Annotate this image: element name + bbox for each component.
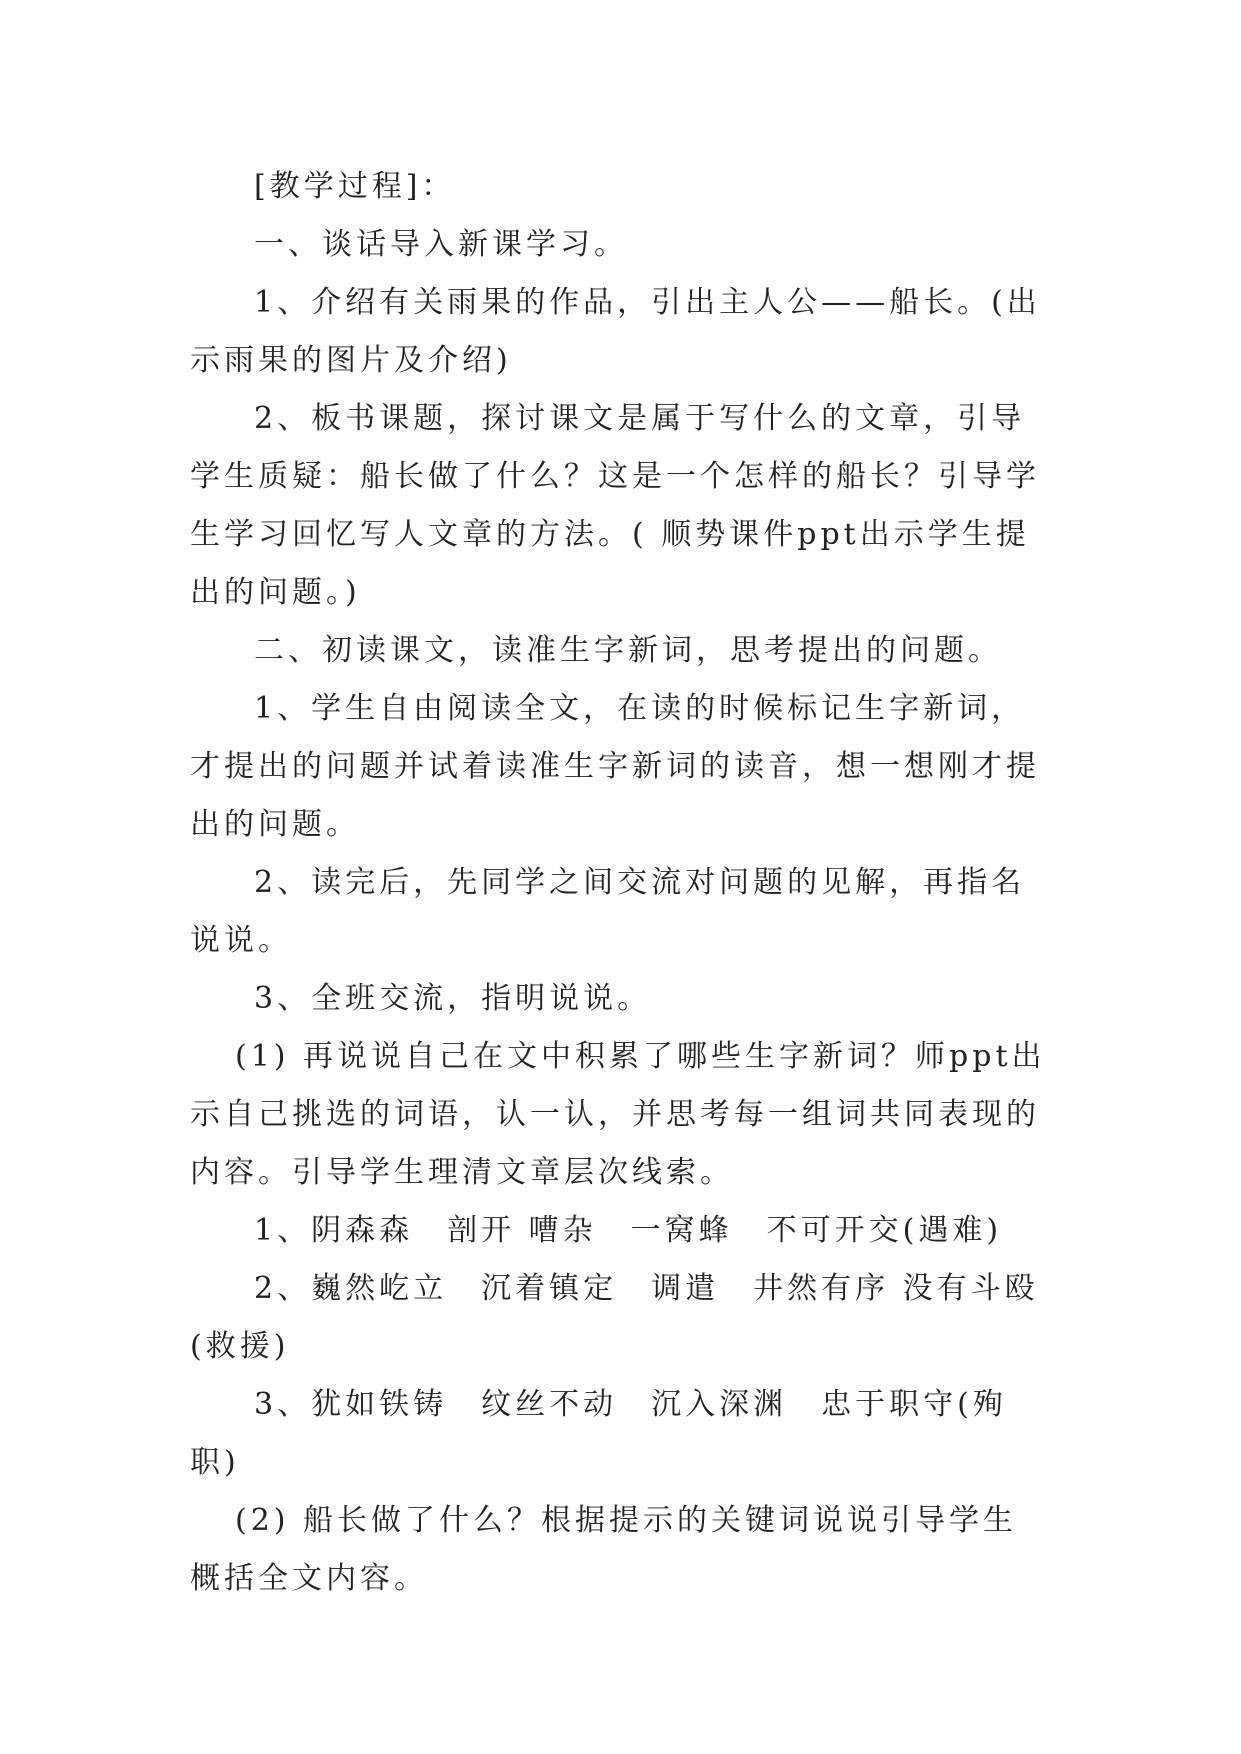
paragraph-2-2: 2、读完后，先同学之间交流对问题的见解，再指名说说。: [190, 865, 1026, 958]
word-group-2: 2、巍然屹立 沉着镇定 调遣 井然有序 没有斗殴(救援): [190, 1271, 1039, 1364]
paragraph-2-3-1: (1) 再说说自己在文中积累了哪些生字新词？师ppt出示自己挑选的词语，认一认，并思考每一组词共同表现的内容。引导学生理清文章层次线索。: [190, 1039, 1046, 1190]
word-group-1: 1、阴森森 剖开 嘈杂 一窝蜂 不可开交(遇难): [254, 1213, 1003, 1248]
paragraph-2-3: 3、全班交流，指明说说。: [254, 981, 652, 1016]
word-group-3: 3、犹如铁铸 纹丝不动 沉入深渊 忠于职守(殉职): [190, 1387, 1007, 1480]
paragraph-2-1: 1、学生自由阅读全文，在读的时候标记生字新词，才提出的问题并试着读准生字新词的读音，想一想刚才提出的问题。: [190, 691, 1040, 842]
section-heading-part-1: 一、谈话导入新课学习。: [254, 227, 628, 262]
paragraph-1-1: 1、介绍有关雨果的作品，引出主人公——船长。(出示雨果的图片及介绍): [190, 285, 1041, 378]
section-heading-teaching-process: [教学过程]：: [254, 169, 456, 204]
paragraph-1-2: 2、板书课题，探讨课文是属于写什么的文章，引导学生质疑：船长做了什么？这是一个怎样的船长？引导学生学习回忆写人文章的方法。( 顺势课件ppt出示学生提出的问题。): [190, 401, 1040, 610]
document-body: [190, 158, 1050, 1608]
paragraph-2-3-2: (2) 船长做了什么？根据提示的关键词说说引导学生概括全文内容。: [190, 1503, 1018, 1596]
section-heading-part-2: 二、初读课文，读准生字新词，思考提出的问题。: [254, 633, 1002, 668]
